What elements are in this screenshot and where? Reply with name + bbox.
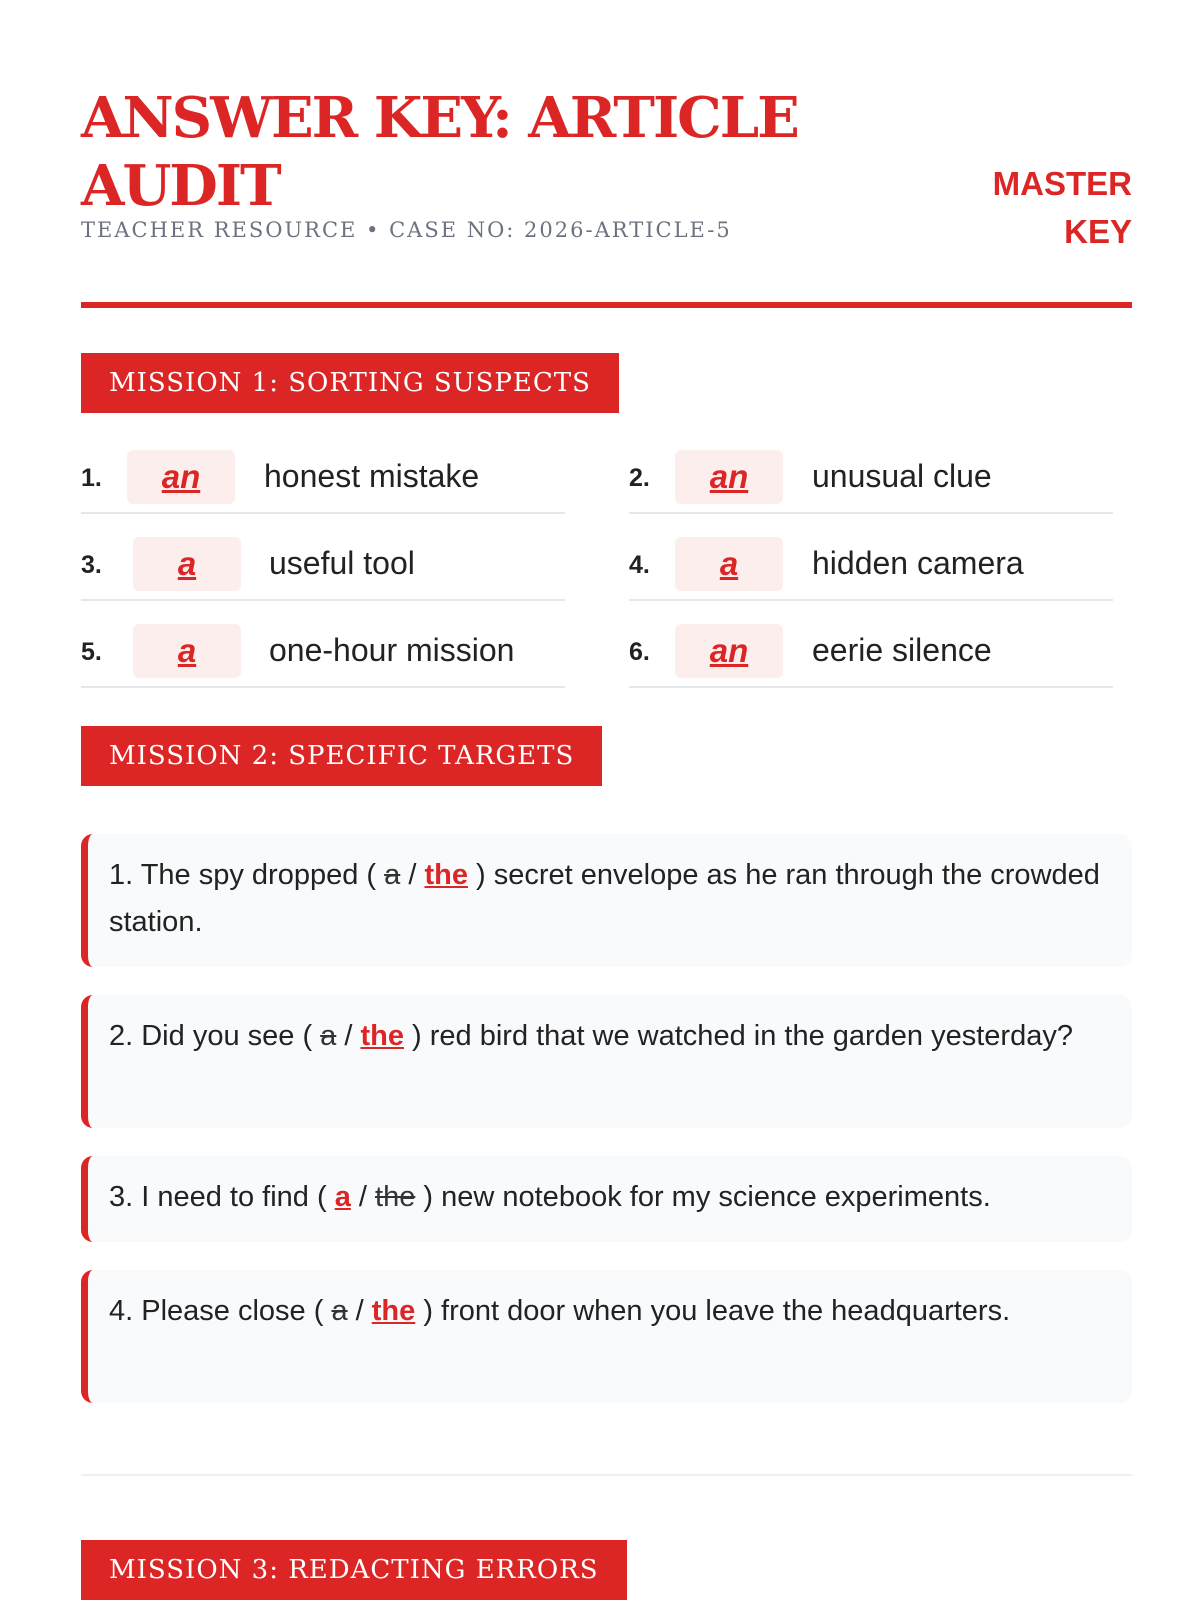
sentence-card (81, 995, 1132, 1128)
sentence-before: 4. Please close ( (109, 1295, 332, 1327)
sentence-card (81, 1270, 1132, 1403)
option-b: the (360, 1020, 404, 1052)
noun-phrase: honest mistake (264, 458, 480, 494)
option-b: the (375, 1181, 416, 1213)
article-answer: a (133, 537, 241, 591)
list-item (629, 450, 1113, 514)
option-separator: / (336, 1020, 361, 1052)
sentence-card (81, 1156, 1132, 1242)
item-number: 2. (629, 464, 650, 492)
mission-2-label: MISSION 2: SPECIFIC TARGETS (81, 726, 602, 786)
list-item (629, 537, 1113, 601)
list-item (81, 537, 565, 601)
article-answer: an (675, 450, 783, 504)
mission-1-label: MISSION 1: SORTING SUSPECTS (81, 353, 619, 413)
mission-3-label: MISSION 3: REDACTING ERRORS (81, 1540, 627, 1600)
list-item (81, 450, 565, 514)
sentence-after: ) new notebook for my science experiments. (415, 1181, 991, 1213)
noun-phrase: eerie silence (812, 632, 992, 668)
option-a: a (384, 859, 401, 891)
page-title: ANSWER KEY: ARTICLE AUDIT (81, 85, 798, 219)
noun-phrase: unusual clue (812, 458, 992, 494)
option-separator: / (347, 1295, 372, 1327)
sentence-card (81, 834, 1132, 967)
page-subtitle: TEACHER RESOURCE • CASE NO: 2026-ARTICLE-5 (81, 218, 732, 242)
header (81, 84, 1132, 250)
header-divider (81, 302, 1132, 308)
sentence-after: ) front door when you leave the headquarters. (415, 1295, 1011, 1327)
item-number: 1. (81, 464, 102, 492)
item-number: 3. (81, 551, 102, 579)
item-number: 6. (629, 638, 650, 666)
sentence-before: 1. The spy dropped ( (109, 859, 385, 891)
article-answer: an (675, 624, 783, 678)
noun-phrase: hidden camera (812, 545, 1024, 581)
article-answer: an (127, 450, 235, 504)
option-b: the (424, 859, 468, 891)
list-item (629, 624, 1113, 688)
item-number: 4. (629, 551, 650, 579)
option-b: the (371, 1295, 416, 1327)
option-a: a (320, 1020, 337, 1052)
sentence-after: ) red bird that we watched in the garden yesterday? (403, 1020, 1073, 1052)
sentence-before: 3. I need to find ( (109, 1181, 335, 1213)
master-key-stamp: MASTER KEY (992, 165, 1132, 250)
sentence-after: ) secret envelope as he ran through the crowded station. (109, 859, 1100, 938)
article-answer: a (675, 537, 783, 591)
option-a: a (331, 1295, 348, 1327)
article-answer: a (133, 624, 241, 678)
noun-phrase: one-hour mission (269, 632, 515, 668)
item-number: 5. (81, 638, 102, 666)
section-divider (81, 1474, 1132, 1476)
option-separator: / (350, 1181, 376, 1213)
list-item (81, 624, 565, 688)
noun-phrase: useful tool (269, 545, 415, 581)
sentence-before: 2. Did you see ( (109, 1020, 321, 1052)
option-separator: / (400, 859, 425, 891)
option-a: a (334, 1181, 351, 1213)
